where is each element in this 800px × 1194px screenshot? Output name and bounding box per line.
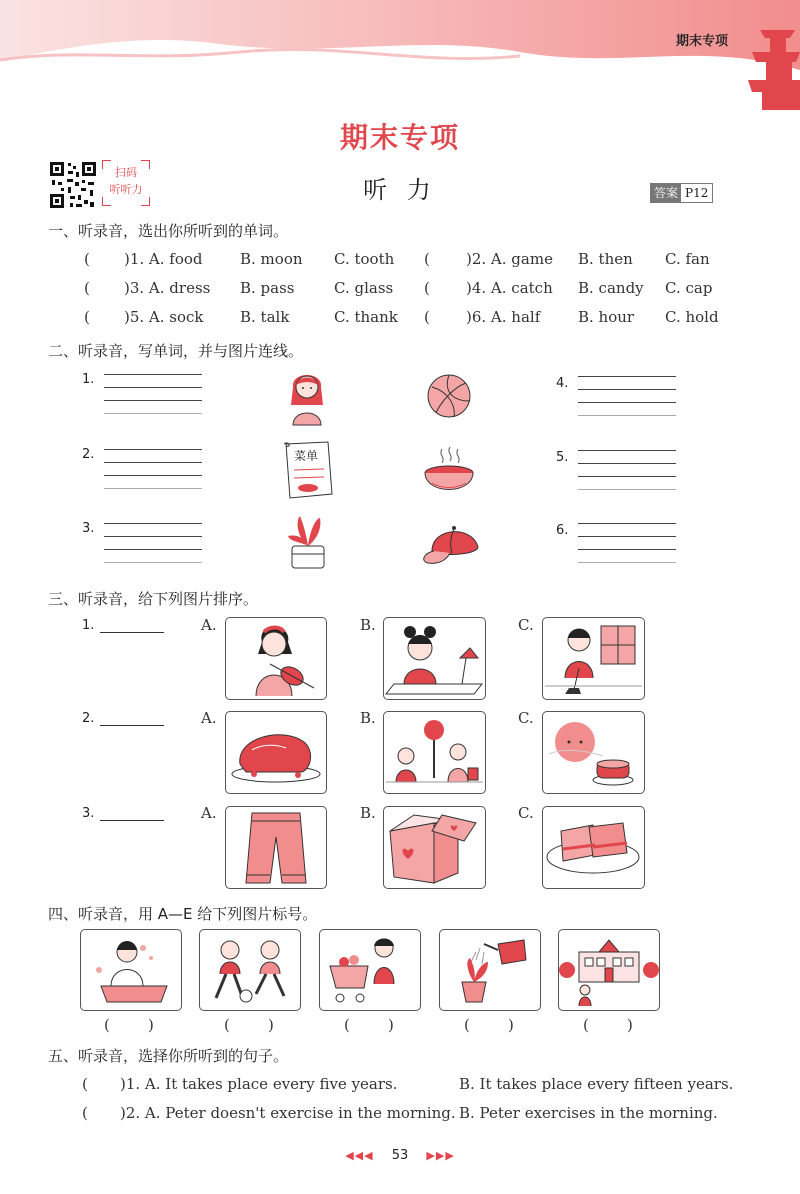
option-label-c: C. (518, 804, 534, 822)
page-title: 期末专项 (339, 121, 460, 154)
girl-picture[interactable] (285, 365, 329, 427)
item-num-3: 3. (82, 521, 95, 536)
sentence-a: )2. A. Peter doesn't exercise in the morning. (120, 1104, 456, 1122)
answer-page: P12 (685, 186, 709, 200)
answer-paren[interactable]: ( (84, 279, 90, 297)
write-lines-5[interactable] (578, 446, 676, 490)
answer-paren[interactable]: ( (424, 279, 430, 297)
scan-line1: 扫码 (115, 166, 137, 179)
label-paren-2[interactable]: ( ) (224, 1016, 274, 1034)
football-picture[interactable] (199, 929, 301, 1011)
section1-heading: 一、听录音，选出你所听到的单词。 (48, 222, 289, 240)
plant-picture[interactable] (286, 512, 330, 572)
write-lines-4[interactable] (578, 372, 676, 416)
answer-paren[interactable]: ( (82, 1104, 88, 1122)
planting-picture[interactable] (383, 711, 486, 794)
question-5: )5. A. sock (124, 308, 204, 326)
option-b: B. pass (240, 279, 295, 297)
option-b: B. candy (578, 279, 644, 297)
shopping-cart-picture[interactable] (319, 929, 421, 1011)
order-blank-1[interactable] (100, 632, 164, 633)
question-3: )3. A. dress (124, 279, 211, 297)
write-lines-1[interactable] (104, 370, 202, 414)
answer-paren[interactable]: ( (84, 250, 90, 268)
write-lines-6[interactable] (578, 519, 676, 563)
label-paren-4[interactable]: ( ) (464, 1016, 514, 1034)
scan-line2: 听听力 (109, 183, 143, 196)
option-c: C. thank (334, 308, 398, 326)
sentence-b: B. Peter exercises in the morning. (459, 1104, 718, 1122)
option-label-c: C. (518, 709, 534, 727)
sweeping-picture[interactable] (542, 617, 645, 700)
turkey-picture[interactable] (225, 711, 327, 794)
section1-row-3 (0, 308, 800, 328)
header-label: 期末专项 (675, 34, 728, 49)
item-num-4: 4. (556, 376, 569, 391)
order-num-2: 2. (82, 711, 95, 726)
section2-heading: 二、听录音，写单词，并与图片连线。 (48, 342, 304, 360)
option-c: C. glass (334, 279, 394, 297)
write-lines-2[interactable] (104, 445, 202, 489)
section5-heading: 五、听录音，选择你所听到的句子。 (48, 1047, 289, 1065)
label-paren-5[interactable]: ( ) (583, 1016, 633, 1034)
left-arrows-icon: ◀◀◀ (345, 1149, 374, 1162)
label-paren-3[interactable]: ( ) (344, 1016, 394, 1034)
order-blank-2[interactable] (100, 725, 164, 726)
cap-picture[interactable] (418, 521, 484, 567)
question-4: )4. A. catch (466, 279, 553, 297)
qr-code-icon[interactable] (48, 160, 98, 210)
option-b: B. talk (240, 308, 290, 326)
soup-picture[interactable] (422, 445, 476, 501)
violin-picture[interactable] (225, 617, 327, 700)
option-c: C. fan (665, 250, 710, 268)
section1-row-2 (0, 279, 800, 299)
option-b: B. hour (578, 308, 635, 326)
question-6: )6. A. half (466, 308, 541, 326)
page-number: 53 (391, 1148, 409, 1163)
header-banner (0, 0, 800, 110)
order-num-1: 1. (82, 618, 95, 633)
right-arrows-icon: ▶▶▶ (426, 1149, 455, 1162)
item-num-2: 2. (82, 447, 95, 462)
write-lines-3[interactable] (104, 519, 202, 563)
item-num-5: 5. (556, 450, 569, 465)
item-num-6: 6. (556, 523, 569, 538)
option-label-b: B. (360, 616, 376, 634)
page-footer (0, 1148, 800, 1163)
pants-picture[interactable] (225, 806, 327, 889)
answer-paren[interactable]: ( (84, 308, 90, 326)
scan-hint (102, 160, 150, 206)
label-paren-1[interactable]: ( ) (104, 1016, 154, 1034)
section1-row-1 (0, 250, 800, 270)
volleyball-picture[interactable] (426, 373, 472, 419)
answer-reference (650, 183, 713, 203)
section-subtitle: 听 力 (363, 176, 437, 204)
answer-paren[interactable]: ( (424, 250, 430, 268)
gift-box-picture[interactable] (383, 806, 486, 889)
section3-heading: 三、听录音，给下列图片排序。 (48, 590, 259, 608)
option-label-a: A. (201, 616, 217, 634)
banner-graphic (0, 0, 800, 110)
order-blank-3[interactable] (100, 820, 164, 821)
mooncake-picture[interactable] (542, 711, 645, 794)
section5-row-2 (0, 1104, 800, 1124)
option-b: B. then (578, 250, 633, 268)
question-1: )1. A. food (124, 250, 203, 268)
bath-picture[interactable] (80, 929, 182, 1011)
option-label-a: A. (201, 709, 217, 727)
item-num-1: 1. (82, 372, 95, 387)
sandwich-picture[interactable] (542, 806, 645, 889)
school-picture[interactable] (558, 929, 660, 1011)
option-c: C. tooth (334, 250, 395, 268)
section5-row-1 (0, 1075, 800, 1095)
sentence-a: )1. A. It takes place every five years. (120, 1075, 398, 1093)
option-c: C. hold (665, 308, 719, 326)
answer-paren[interactable]: ( (424, 308, 430, 326)
option-label-b: B. (360, 804, 376, 822)
section4-heading: 四、听录音，用 A—E 给下列图片标号。 (48, 905, 318, 923)
question-2: )2. A. game (466, 250, 553, 268)
option-label-c: C. (518, 616, 534, 634)
option-c: C. cap (665, 279, 713, 297)
option-label-a: A. (201, 804, 217, 822)
option-b: B. moon (240, 250, 303, 268)
sentence-b: B. It takes place every fifteen years. (459, 1075, 734, 1093)
order-num-3: 3. (82, 806, 95, 821)
answer-label: 答案 (651, 184, 681, 202)
answer-paren[interactable]: ( (82, 1075, 88, 1093)
option-label-b: B. (360, 709, 376, 727)
watering-picture[interactable] (439, 929, 541, 1011)
menu-picture[interactable] (280, 440, 336, 500)
menu-text: 菜单 (294, 449, 319, 463)
study-picture[interactable] (383, 617, 486, 700)
